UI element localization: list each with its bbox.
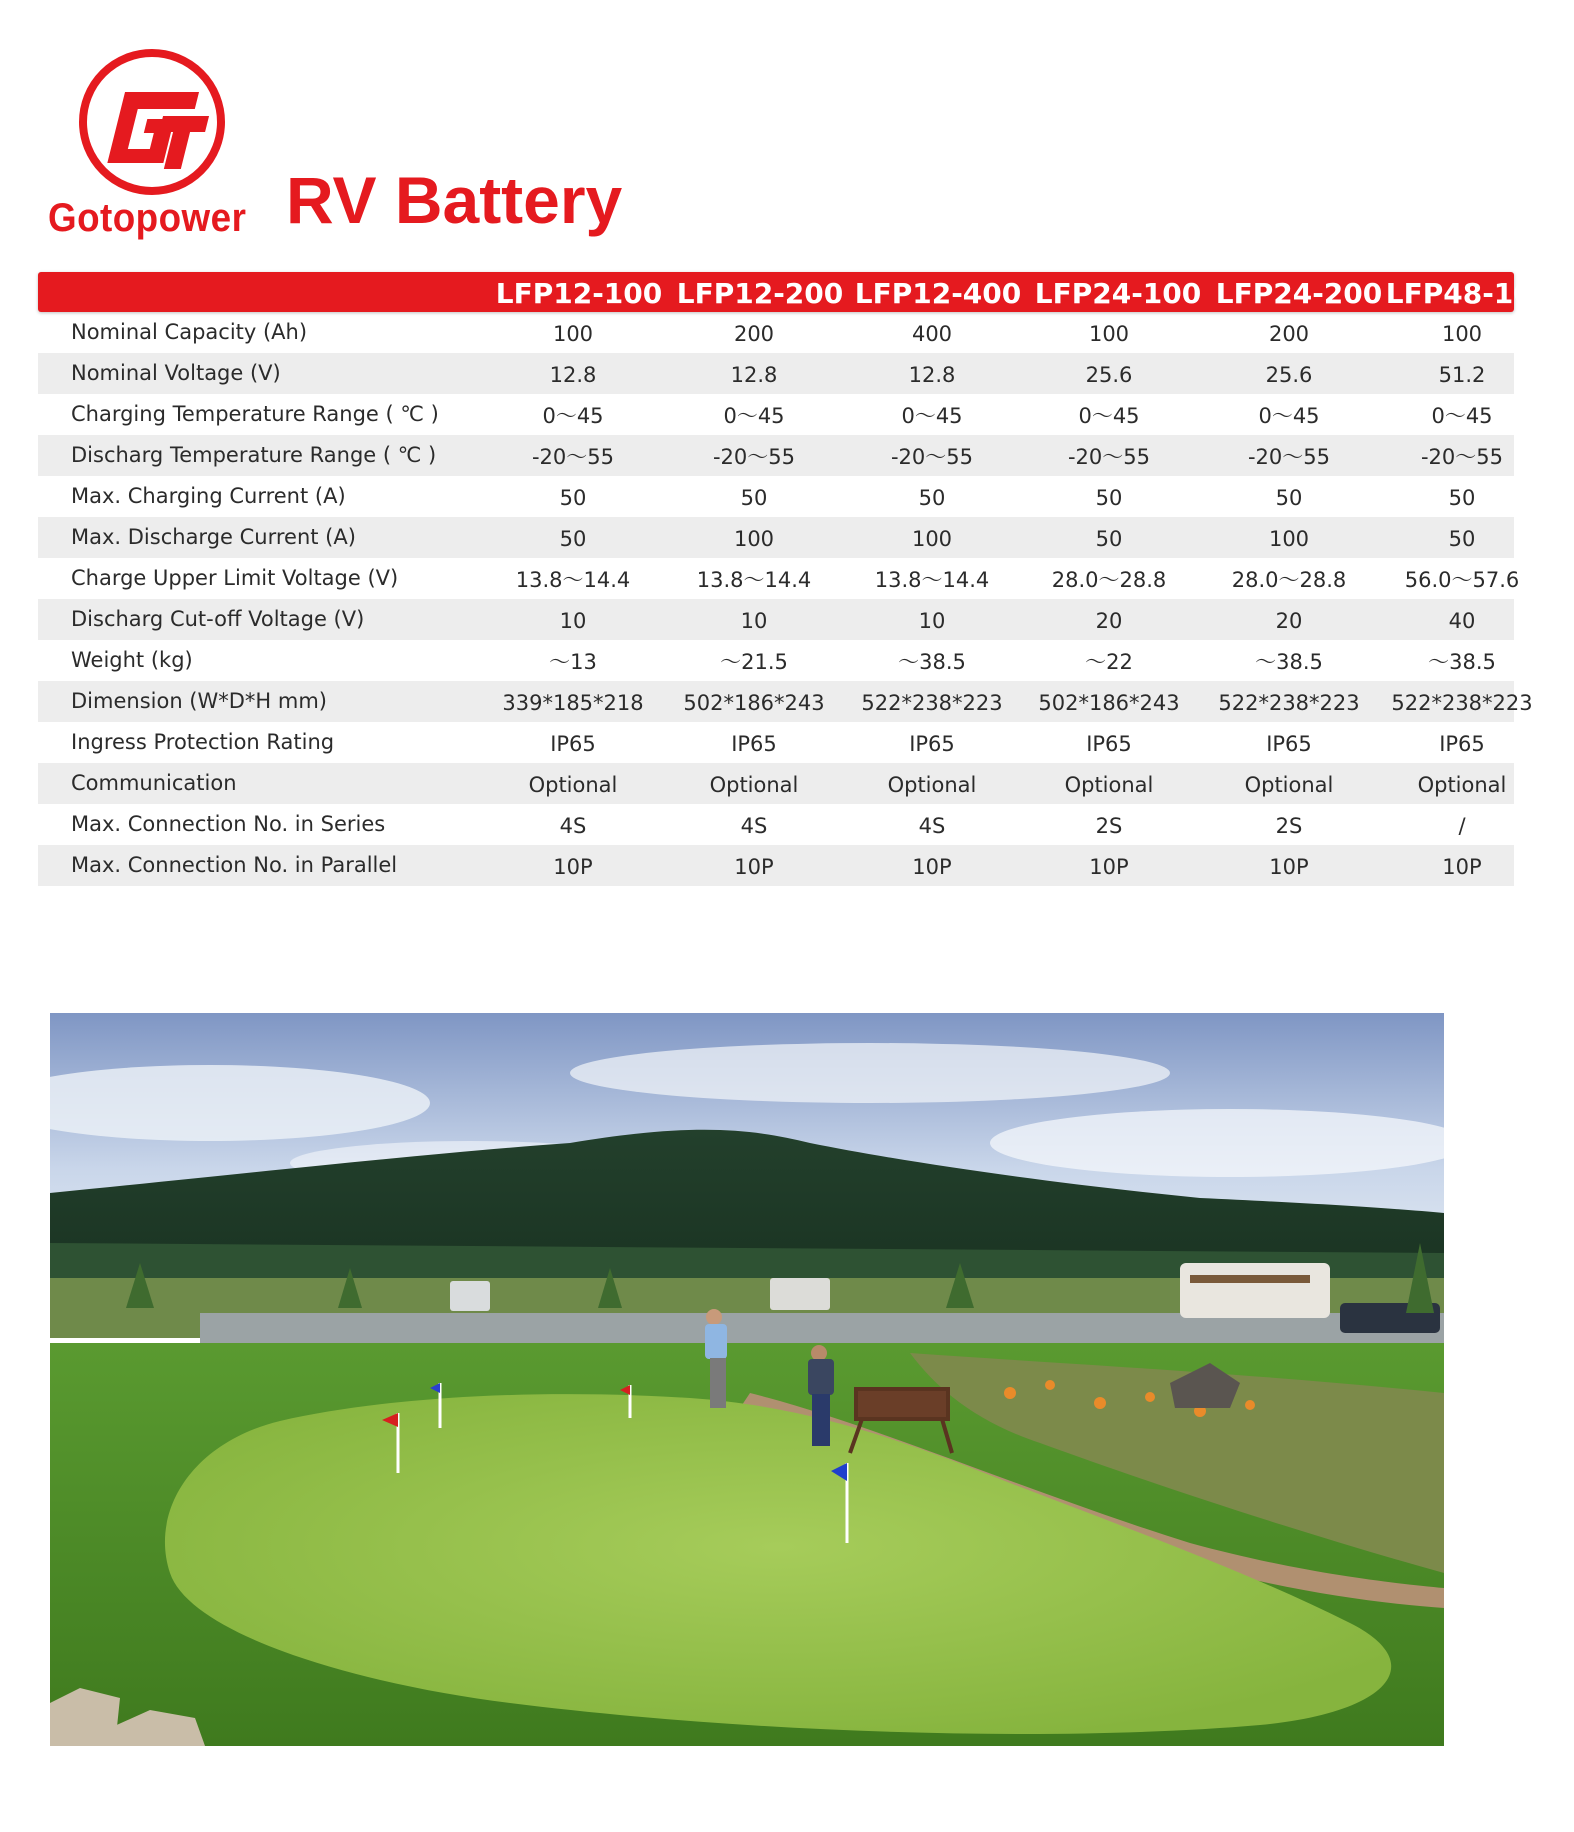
table-cell: IP65 bbox=[1086, 732, 1132, 756]
table-cell: -20～55 bbox=[1067, 445, 1151, 469]
brand-name: Gotopower bbox=[48, 196, 247, 240]
row-label: Communication bbox=[71, 771, 237, 795]
table-cell: 56.0～57.6 bbox=[1404, 568, 1520, 592]
table-cell: 502*186*243 bbox=[1038, 691, 1180, 715]
table-cell: 50 bbox=[1275, 486, 1303, 510]
table-cell: 10 bbox=[740, 609, 768, 633]
table-row bbox=[38, 722, 1514, 763]
table-cell: 12.8 bbox=[908, 363, 956, 387]
table-cell: 10P bbox=[734, 855, 774, 879]
table-row bbox=[38, 476, 1514, 517]
table-cell: IP65 bbox=[550, 732, 596, 756]
row-label: Dimension (W*D*H mm) bbox=[71, 689, 327, 713]
row-label: Max. Discharge Current (A) bbox=[71, 525, 356, 549]
table-cell: 25.6 bbox=[1085, 363, 1133, 387]
table-row bbox=[38, 558, 1520, 599]
row-label: Discharg Cut-off Voltage (V) bbox=[71, 607, 365, 631]
table-cell: 400 bbox=[911, 322, 953, 346]
table-cell: 100 bbox=[552, 322, 594, 346]
table-row bbox=[38, 312, 1514, 353]
table-cell: 28.0～28.8 bbox=[1051, 568, 1167, 592]
table-cell: Optional bbox=[709, 773, 799, 797]
table-cell: Optional bbox=[1064, 773, 1154, 797]
table-cell: 0～45 bbox=[542, 404, 604, 428]
table-cell: 50 bbox=[740, 486, 768, 510]
page-title: RV Battery bbox=[286, 163, 623, 237]
table-cell: 20 bbox=[1275, 609, 1303, 633]
table-cell: 10P bbox=[912, 855, 952, 879]
table-cell: ～38.5 bbox=[1255, 650, 1323, 674]
table-cell: 13.8～14.4 bbox=[874, 568, 990, 592]
model-header: LFP12-200 bbox=[676, 277, 844, 310]
table-cell: 50 bbox=[918, 486, 946, 510]
table-cell: 50 bbox=[1448, 527, 1476, 551]
table-cell: 10 bbox=[918, 609, 946, 633]
table-cell: Optional bbox=[1244, 773, 1334, 797]
table-cell: 200 bbox=[1268, 322, 1310, 346]
table-cell: 200 bbox=[733, 322, 775, 346]
table-cell: 50 bbox=[559, 486, 587, 510]
row-label: Nominal Voltage (V) bbox=[71, 361, 281, 385]
table-cell: -20～55 bbox=[531, 445, 615, 469]
table-cell: 13.8～14.4 bbox=[696, 568, 812, 592]
table-cell: 0～45 bbox=[1258, 404, 1320, 428]
table-row bbox=[38, 681, 1533, 722]
table-cell: -20～55 bbox=[1420, 445, 1504, 469]
row-label: Max. Connection No. in Parallel bbox=[71, 853, 398, 877]
table-cell: 50 bbox=[1095, 486, 1123, 510]
table-cell: 12.8 bbox=[730, 363, 778, 387]
table-row bbox=[38, 353, 1514, 394]
table-cell: 100 bbox=[1441, 322, 1483, 346]
table-cell: 522*238*223 bbox=[1218, 691, 1360, 715]
table-cell: 0～45 bbox=[1078, 404, 1140, 428]
table-cell: 2S bbox=[1095, 814, 1123, 838]
table-cell: IP65 bbox=[909, 732, 955, 756]
table-cell: 28.0～28.8 bbox=[1231, 568, 1347, 592]
table-cell: 100 bbox=[1268, 527, 1310, 551]
table-cell: 10P bbox=[1089, 855, 1129, 879]
table-cell: 100 bbox=[911, 527, 953, 551]
table-header-row bbox=[38, 272, 1553, 312]
model-header: LFP24-100 bbox=[1034, 277, 1202, 310]
table-cell: 4S bbox=[918, 814, 946, 838]
row-label: Weight (kg) bbox=[71, 648, 193, 672]
table-cell: ～21.5 bbox=[720, 650, 788, 674]
table-cell: Optional bbox=[528, 773, 618, 797]
table-cell: 50 bbox=[1095, 527, 1123, 551]
table-cell: ～22 bbox=[1085, 650, 1133, 674]
model-header: LFP12-100 bbox=[495, 277, 663, 310]
row-label: Nominal Capacity (Ah) bbox=[71, 320, 308, 344]
table-row bbox=[38, 517, 1514, 558]
row-label: Charging Temperature Range ( ℃ ) bbox=[71, 402, 439, 426]
table-row bbox=[38, 804, 1514, 845]
table-cell: 100 bbox=[733, 527, 775, 551]
table-cell: 522*238*223 bbox=[1391, 691, 1533, 715]
model-header: LFP48-100 bbox=[1385, 277, 1553, 310]
table-cell: 100 bbox=[1088, 322, 1130, 346]
table-cell: 0～45 bbox=[901, 404, 963, 428]
table-row bbox=[38, 599, 1514, 640]
table-cell: Optional bbox=[887, 773, 977, 797]
table-cell: 10P bbox=[553, 855, 593, 879]
row-label: Charge Upper Limit Voltage (V) bbox=[71, 566, 399, 590]
table-row bbox=[38, 845, 1514, 886]
table-cell: 51.2 bbox=[1438, 363, 1486, 387]
table-cell: -20～55 bbox=[1247, 445, 1331, 469]
table-cell: 2S bbox=[1275, 814, 1303, 838]
table-cell: IP65 bbox=[1266, 732, 1312, 756]
table-cell: 10 bbox=[559, 609, 587, 633]
table-cell: IP65 bbox=[1439, 732, 1485, 756]
table-cell: 0～45 bbox=[1431, 404, 1493, 428]
table-cell: 522*238*223 bbox=[861, 691, 1003, 715]
table-cell: 10P bbox=[1442, 855, 1482, 879]
table-cell: 25.6 bbox=[1265, 363, 1313, 387]
model-header: LFP12-400 bbox=[854, 277, 1022, 310]
table-cell: ～38.5 bbox=[898, 650, 966, 674]
row-label: Discharg Temperature Range ( ℃ ) bbox=[71, 443, 437, 467]
table-cell: 4S bbox=[559, 814, 587, 838]
row-label: Max. Charging Current (A) bbox=[71, 484, 346, 508]
table-cell: / bbox=[1458, 814, 1466, 838]
table-cell: 50 bbox=[559, 527, 587, 551]
table-row bbox=[38, 394, 1514, 435]
table-row bbox=[38, 640, 1514, 681]
table-cell: 0～45 bbox=[723, 404, 785, 428]
table-cell: 4S bbox=[740, 814, 768, 838]
table-cell: ～38.5 bbox=[1428, 650, 1496, 674]
table-row bbox=[38, 763, 1514, 804]
row-label: Ingress Protection Rating bbox=[71, 730, 335, 754]
table-cell: IP65 bbox=[731, 732, 777, 756]
table-cell: Optional bbox=[1417, 773, 1507, 797]
model-header: LFP24-200 bbox=[1215, 277, 1383, 310]
table-cell: ～13 bbox=[549, 650, 597, 674]
table-cell: 502*186*243 bbox=[683, 691, 825, 715]
table-cell: 20 bbox=[1095, 609, 1123, 633]
table-cell: -20～55 bbox=[712, 445, 796, 469]
table-row bbox=[38, 435, 1514, 476]
table-cell: 10P bbox=[1269, 855, 1309, 879]
rv-park-photo bbox=[50, 1013, 1444, 1746]
table-cell: 12.8 bbox=[549, 363, 597, 387]
table-cell: 13.8～14.4 bbox=[515, 568, 631, 592]
row-label: Max. Connection No. in Series bbox=[71, 812, 386, 836]
table-cell: -20～55 bbox=[890, 445, 974, 469]
spec-table bbox=[38, 272, 1553, 886]
table-cell: 40 bbox=[1448, 609, 1476, 633]
table-cell: 339*185*218 bbox=[502, 691, 644, 715]
table-cell: 50 bbox=[1448, 486, 1476, 510]
